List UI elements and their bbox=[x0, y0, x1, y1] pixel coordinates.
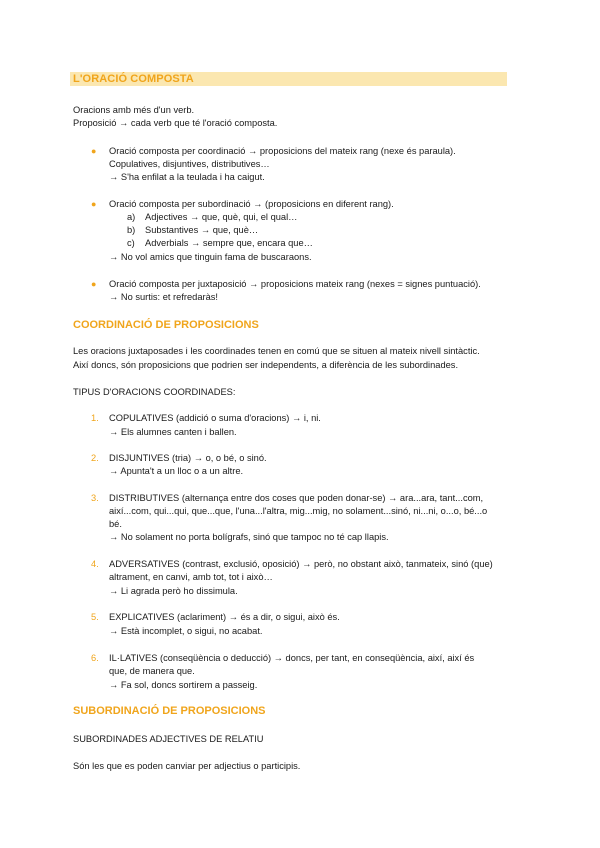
bullet-text: Oració composta per coordinació → proposicions del mateix rang (nexe és paraula). bbox=[109, 146, 456, 156]
bullet-text: Oració composta per juxtaposició → proposicions mateix rang (nexes = signes puntuació). bbox=[109, 279, 481, 289]
list-item-text: DISTRIBUTIVES (alternança entre dos coses que poden donar-se) → ara...ara, tant...com, bbox=[109, 493, 484, 503]
list-number: 2. bbox=[91, 453, 99, 463]
list-number: 5. bbox=[91, 612, 99, 622]
section-heading-coordination: COORDINACIÓ DE PROPOSICIONS bbox=[73, 319, 259, 331]
list-item-text: IL·LATIVES (conseqüència o deducció) → doncs, per tant, en conseqüència, així, així és bbox=[109, 653, 475, 663]
subheading-coordinate-types: TIPUS D'ORACIONS COORDINADES: bbox=[73, 387, 236, 397]
list-item-example: → Apunta't a un lloc o a un altre. bbox=[109, 466, 244, 476]
page-title: L'ORACIÓ COMPOSTA bbox=[73, 73, 194, 85]
paragraph-line: Són les que es poden canviar per adjectius o participis. bbox=[73, 761, 301, 771]
bullet-text: Copulatives, disjuntives, distributives… bbox=[109, 159, 270, 169]
list-item-example: → Els alumnes canten i ballen. bbox=[109, 427, 237, 437]
bullet-icon: ● bbox=[91, 279, 97, 289]
list-item-text: que, de manera que. bbox=[109, 666, 195, 676]
list-item-text: ADVERSATIVES (contrast, exclusió, oposició) → però, no obstant això, tanmateix, sinó (que) bbox=[109, 559, 493, 569]
bullet-example: → S'ha enfilat a la teulada i ha caigut. bbox=[109, 172, 265, 182]
bullet-icon: ● bbox=[91, 199, 97, 209]
bullet-icon: ● bbox=[91, 146, 97, 156]
list-number: 3. bbox=[91, 493, 99, 503]
intro-line: Oracions amb més d'un verb. bbox=[73, 105, 195, 115]
list-item-text: DISJUNTIVES (tria) → o, o bé, o sinó. bbox=[109, 453, 267, 463]
list-item-text: COPULATIVES (addició o suma d'oracions) → i, ni. bbox=[109, 413, 321, 423]
list-item-example: → No solament no porta bolígrafs, sinó que tampoc no té cap llapis. bbox=[109, 532, 389, 542]
sub-item-marker: b) bbox=[127, 225, 136, 235]
list-number: 1. bbox=[91, 413, 99, 423]
list-item-text: altrament, en canvi, amb tot, tot i això… bbox=[109, 572, 273, 582]
list-item-example: → Li agrada però ho dissimula. bbox=[109, 586, 238, 596]
bullet-text: Oració composta per subordinació → (proposicions en diferent rang). bbox=[109, 199, 394, 209]
list-number: 6. bbox=[91, 653, 99, 663]
sub-item-marker: a) bbox=[127, 212, 136, 222]
list-item-text: bé. bbox=[109, 519, 122, 529]
section-heading-subordination: SUBORDINACIÓ DE PROPOSICIONS bbox=[73, 705, 266, 717]
sub-item-text: Adverbials → sempre que, encara que… bbox=[145, 238, 313, 248]
list-item-text: així...com, qui...qui, que...que, l'una...l'altra, mig...mig, no solament...sinó, ni...ni, o...o, bé...o bbox=[109, 506, 488, 516]
bullet-example: → No vol amics que tinguin fama de buscaraons. bbox=[109, 252, 312, 262]
sub-item-marker: c) bbox=[127, 238, 135, 248]
paragraph-line: Les oracions juxtaposades i les coordinades tenen en comú que se situen al mateix nivell sintàctic. bbox=[73, 346, 480, 356]
intro-line: Proposició → cada verb que té l'oració composta. bbox=[73, 118, 278, 128]
paragraph-line: Així doncs, són proposicions que podrien ser independents, a diferència de les subordinades. bbox=[73, 360, 459, 370]
subheading-relative-clauses: SUBORDINADES ADJECTIVES DE RELATIU bbox=[73, 734, 264, 744]
list-number: 4. bbox=[91, 559, 99, 569]
list-item-example: → Està incomplet, o sigui, no acabat. bbox=[109, 626, 263, 636]
list-item-example: → Fa sol, doncs sortirem a passeig. bbox=[109, 680, 258, 690]
list-item-text: EXPLICATIVES (aclariment) → és a dir, o sigui, això és. bbox=[109, 612, 340, 622]
sub-item-text: Adjectives → que, què, qui, el qual… bbox=[145, 212, 298, 222]
sub-item-text: Substantives → que, què… bbox=[145, 225, 259, 235]
bullet-example: → No surtis: et refredaràs! bbox=[109, 292, 219, 302]
